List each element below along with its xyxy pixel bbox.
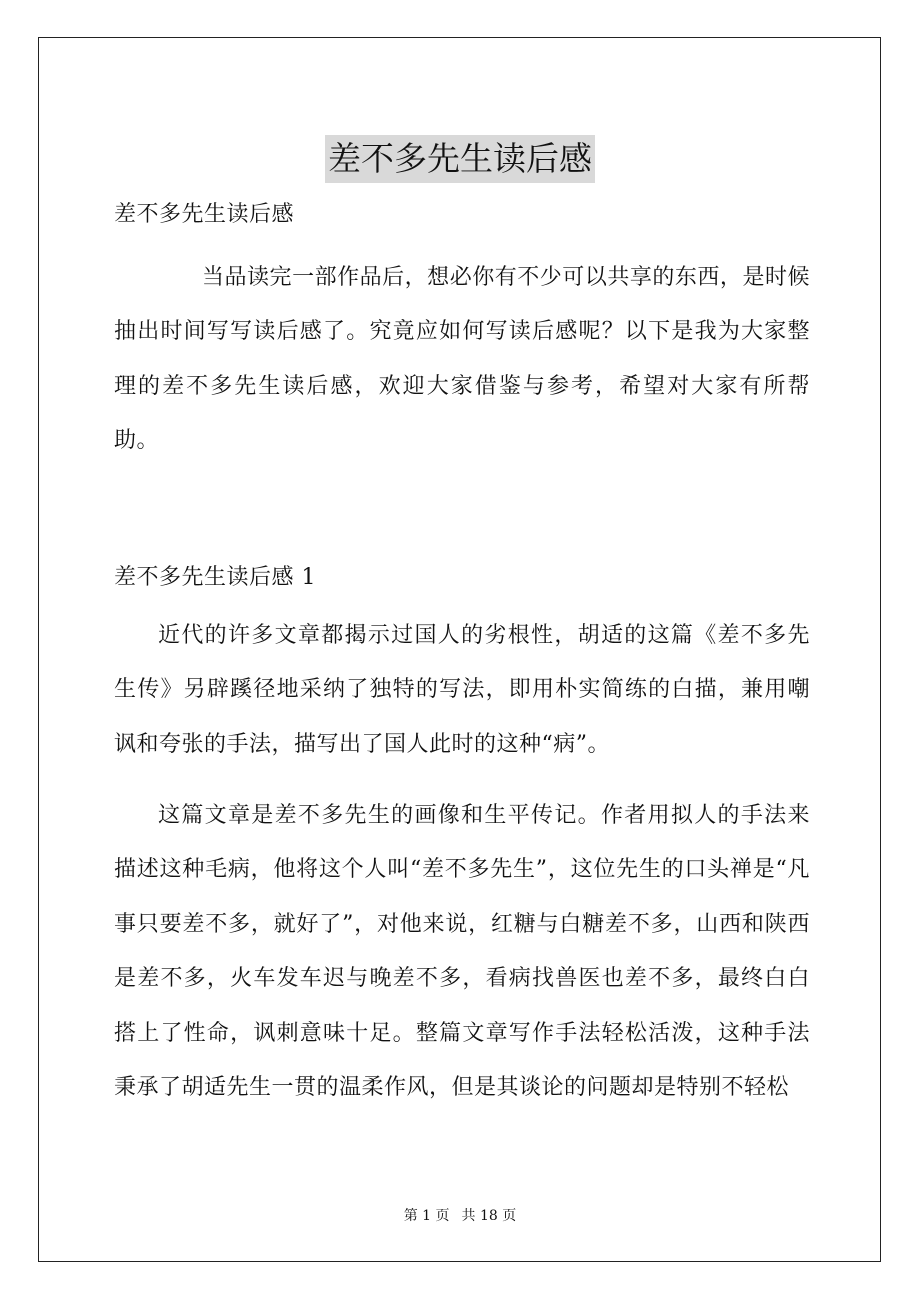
title-container [0, 113, 920, 205]
section1-paragraph-1: 近代的许多文章都揭示过国人的劣根性，胡适的这篇《差不多先生传》另辟蹊径地采纳了独特的写法，即用朴实简练的白描，兼用嘲讽和夸张的手法，描写出了国人此时的这种“病”。 [114, 623, 810, 757]
page-footer [0, 1206, 920, 1226]
document-subtitle: 差不多先生读后感 [114, 202, 295, 227]
section1-paragraph-2: 这篇文章是差不多先生的画像和生平传记。作者用拟人的手法来描述这种毛病，他将这个人叫“差不多先生”，这位先生的口头禅是“凡事只要差不多，就好了”，对他来说，红糖与白糖差不多，山西和陕西是差不多，火车发车迟与晚差不多，看病找兽医也差不多，最终白白搭上了性命，讽刺意味十足。整篇文章写作手法轻松活泼，这种手法秉承了胡适先生一贯的温柔作风，但是其谈论的问题却是特别不轻松 [114, 803, 810, 1101]
page-number: 第 1 页 [403, 1208, 450, 1224]
document-title: 差不多先生读后感 [325, 135, 595, 183]
section1-heading: 差不多先生读后感 1 [114, 565, 316, 590]
page-total: 共 18 页 [461, 1208, 517, 1224]
intro-paragraph: 当品读完一部作品后，想必你有不少可以共享的东西，是时候抽出时间写写读后感了。究竟应如何写读后感呢？以下是我为大家整理的差不多先生读后感，欢迎大家借鉴与参考，希望对大家有所帮助。 [114, 265, 810, 454]
